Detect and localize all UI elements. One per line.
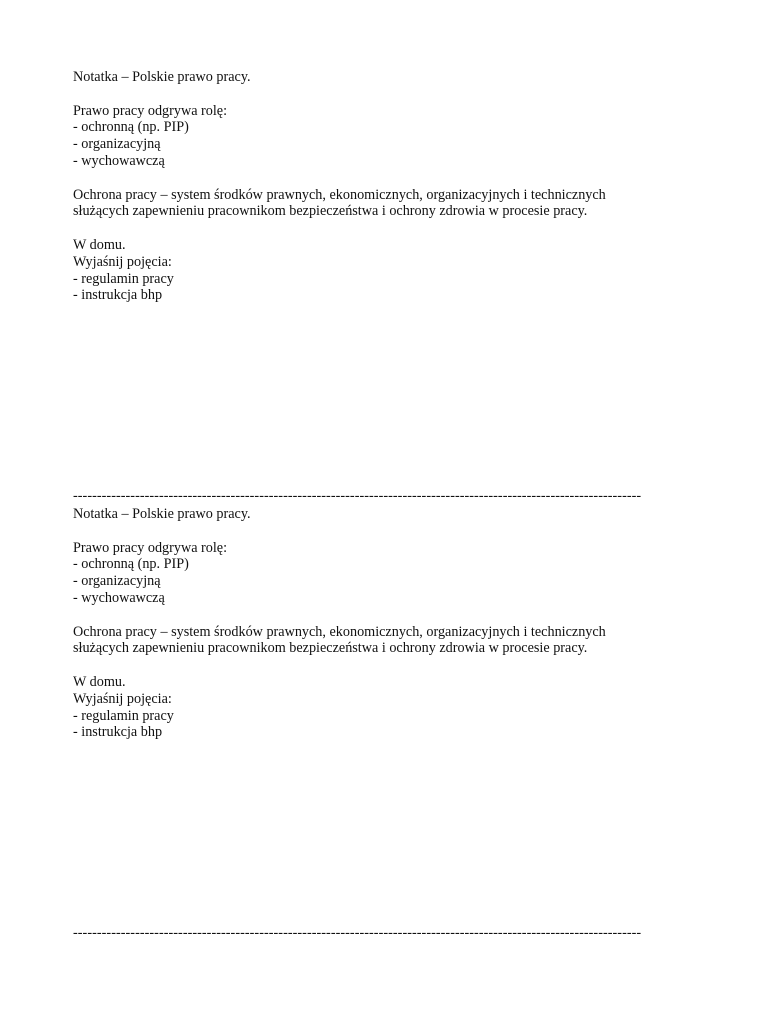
role-item: - organizacyjną — [73, 136, 161, 153]
note-block — [73, 69, 713, 304]
role-item: - wychowawczą — [73, 589, 165, 606]
dashed-separator: ----------------------------------------------------------------------------------------------------------------------- — [73, 488, 642, 504]
homework-item: - instrukcja bhp — [73, 724, 163, 741]
blank-line — [73, 220, 713, 237]
definition-line: Ochrona pracy – system środków prawnych, ekonomicznych, organizacyjnych i technicznych — [73, 186, 606, 203]
dashed-separator: ----------------------------------------------------------------------------------------------------------------------- — [73, 925, 642, 941]
definition-line: służących zapewnieniu pracownikom bezpieczeństwa i ochrony zdrowia w procesie pracy. — [73, 203, 588, 220]
role-item: - ochronną (np. PIP) — [73, 119, 189, 136]
roles-heading: Prawo pracy odgrywa rolę: — [73, 539, 228, 556]
roles-heading: Prawo pracy odgrywa rolę: — [73, 102, 228, 119]
blank-line — [73, 170, 713, 187]
homework-item: - regulamin pracy — [73, 707, 174, 724]
note-title: Notatka – Polskie prawo pracy. — [73, 506, 251, 522]
role-item: - organizacyjną — [73, 573, 161, 590]
role-item: - ochronną (np. PIP) — [73, 556, 189, 573]
homework-item: - instrukcja bhp — [73, 287, 163, 304]
role-item: - wychowawczą — [73, 152, 165, 169]
homework-task: Wyjaśnij pojęcia: — [73, 253, 172, 270]
homework-heading: W domu. — [73, 236, 126, 253]
note-title: Notatka – Polskie prawo pracy. — [73, 69, 251, 85]
homework-task: Wyjaśnij pojęcia: — [73, 690, 172, 707]
blank-line — [73, 86, 713, 103]
definition-line: służących zapewnieniu pracownikom bezpieczeństwa i ochrony zdrowia w procesie pracy. — [73, 640, 588, 657]
homework-item: - regulamin pracy — [73, 270, 174, 287]
blank-line — [73, 657, 713, 674]
blank-line — [73, 523, 713, 540]
definition-line: Ochrona pracy – system środków prawnych, ekonomicznych, organizacyjnych i technicznych — [73, 623, 606, 640]
homework-heading: W domu. — [73, 673, 126, 690]
note-block — [73, 506, 713, 741]
blank-line — [73, 607, 713, 624]
